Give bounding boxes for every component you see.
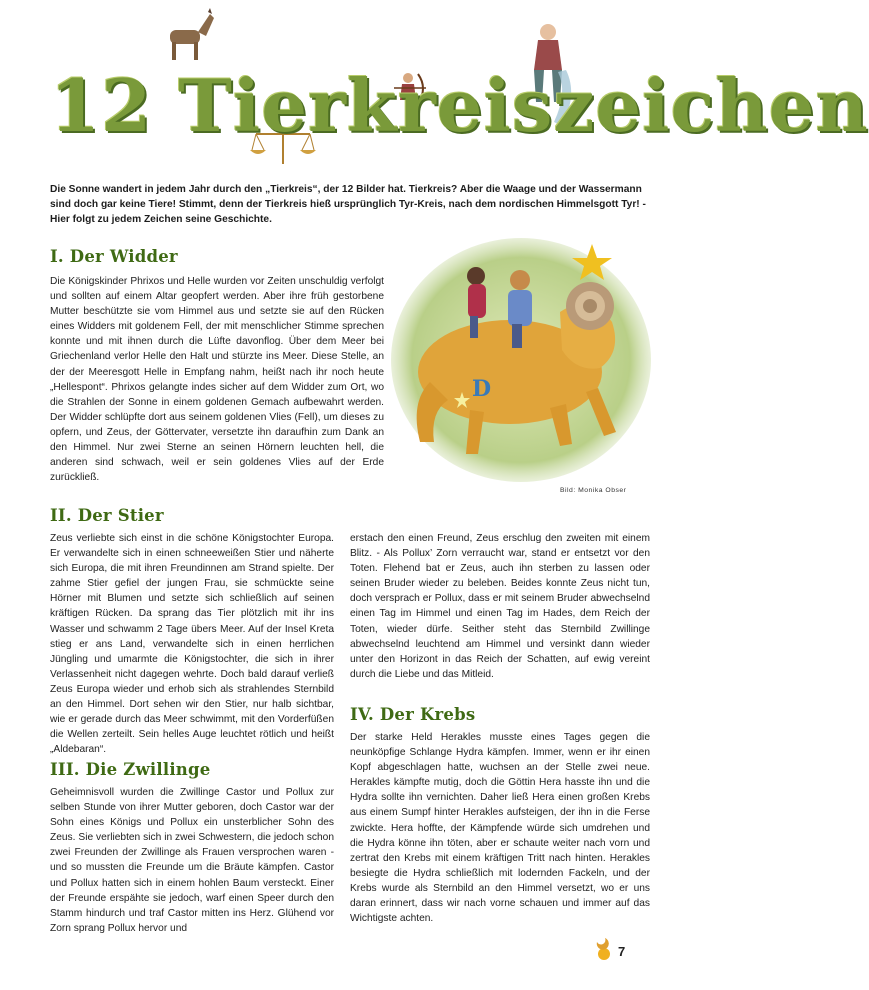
ram-illustration <box>390 232 652 484</box>
intro-text: Die Sonne wandert in jedem Jahr durch den „Tierkreis“, der 12 Bilder hat. Tierkreis? Aber die Waage und der Wassermann sind doch gar keine Tiere! Stimmt, denn der Tierkreis hieß ursprünglich Tyr-Kreis, nach dem nordischen Himmelsgott Tyr! - Hier folgt zu jedem Zeichen seine Geschichte. <box>50 184 646 225</box>
illustration-letter: D <box>472 376 492 402</box>
text-widder: Die Königskinder Phrixos und Helle wurden vor Zeiten unschuldig verfolgt und sollten auf einem Altar geopfert werden. Aber ihre früh gestorbene Mutter beschützte sie vom Himmel aus und setzte sie auf den Rücken eines Widders mit goldenem Fell, der mit menschlicher Stimme sprechen konnte und mit ihnen durch die Lüfte davonflog. Über dem Meer bei Griechenland verlor Helle den Halt und stürzte ins Meer. Diese Stelle, an der der Meeresgott Helle in Empfang nahm, heißt nach ihr noch heute „Hellespont“. Phrixos gelangte indes sicher auf dem Widder zum Ort, wo die Strahlen der Sonne in einem goldenen Gemach aufbewahrt werden. Der Widder schlüpfte dort aus seinem goldenen Vlies (Fell), um dieses zu opfern, und Zeus, der Göttervater, versetzte ihn daraufhin zum Dank an den Himmel. Nur zwei Sterne an seinen Hörnern leuchten hell, die anderen sind schwach, weil er sein goldenes Vlies auf der Erde zurückließ. <box>50 276 384 484</box>
page-number: 7 <box>618 944 626 959</box>
text-zwillinge-cont: erstach den einen Freund, Zeus erschlug den zweiten mit einem Blitz. - Als Pollux’ Zorn verraucht war, stand er entsetzt vor den Toten. Flehend bat er Zeus, auch ihn sterben zu lassen oder seinen Bruder wieder zu beleben. Beides konnte Zeus nicht tun, doch versprach er Pollux, dass er mit seinem Bruder abwechselnd einen Tag im Himmel und einen Tag im Hades, dem Reich der Toten, wieder dürfe. Seither steht das Sternbild Zwillinge abwechselnd leuchtend am Himmel und versinkt dann wieder unter den Horizont in das Reich der Schatten, auf ewig vereint durch die Liebe und das Mitleid. <box>350 533 650 680</box>
heading-widder: I. Der Widder <box>50 247 178 266</box>
text-zwillinge: Geheimnisvoll wurden die Zwillinge Castor und Pollux zur selben Stunde von ihrer Mutter geboren, doch Castor war der Sohn eines Königs und Pollux ein unsterblicher Sohn des Zeus. Sie verliebten sich in zwei Schwestern, die jedoch schon zwei Freunden der Zwillinge als Frauen versprochen waren - und so mussten die Freunde um die Bräute kämpfen. Castor und Pollux hatten sich in einem hohlen Baum versteckt. Einer der Freunde erspähte sie jedoch, warf einen Speer durch den Stamm hindurch und traf Castor mitten ins Herz. Glühend vor Zorn sprang Pollux hervor und <box>50 787 334 934</box>
page-title: 12 Tierkreiszeichen <box>50 63 869 148</box>
heading-zwillinge: III. Die Zwillinge <box>50 760 211 779</box>
heading-stier: II. Der Stier <box>50 506 164 525</box>
sun-moon-icon <box>593 936 615 962</box>
text-stier: Zeus verliebte sich einst in die schöne Königstochter Europa. Er verwandelte sich in einen schneeweißen Stier und näherte sich Europa, die mit ihren Freundinnen am Strand spielte. Der zahme Stier gefiel der jungen Frau, sie schmückte seine Hörner mit Blumen und setzte sich schließlich auf seinen kräftigen Rücken. Da sprang das Tier plötzlich mit ihr ins Wasser und schwamm 2 Tage übers Meer. Auf der Insel Kreta stieg er ans Land, verwandelte sich in einen herrlichen Jüngling und umarmte die Königstochter, die sich in ihrer Verlassenheit nicht dagegen wehrte. Doch bald darauf verließ Zeus Europa wieder und erhob sich als strahlendes Sternbild an den Himmel. Dort sehen wir den Stier, nur halb sichtbar, wie er gerade durch das Meer schwimmt, mit den Vorderfüßen die Wellen zerteilt. Sein helles Auge leuchtet rötlich und heißt „Aldebaran“. <box>50 533 334 756</box>
text-krebs: Der starke Held Herakles musste eines Tages gegen die neunköpfige Schlange Hydra kämpfen. Immer, wenn er ihr einen Kopf abgeschlagen hatte, wuchsen an der Stelle zwei neue. Herakles kämpfte mutig, doch die Göttin Hera hasste ihn und die Hydra sollte ihn vernichten. Daher ließ Hera einen großen Krebs aus einem Sumpf hinter Herakles aufsteigen, der ihn in die Ferse zwickte. Hera hoffte, der Kämpfende würde sich umdrehen und die Hydra könne ihn töten, aber er schaute weiter nach vorn und zertrat den Krebs mit einem kräftigen Tritt nach hinten. Herakles besiegte die Hydra schließlich mit lodernden Fackeln, und der Krebs wurde als Sternbild an den Himmel versetzt, wo er uns daran erinnert, dass wir nach vorne schauen und immer auf das Wichtigste achten. <box>350 732 650 925</box>
image-caption: Bild: Monika Obser <box>560 487 627 494</box>
title-banner <box>40 8 869 173</box>
heading-krebs: IV. Der Krebs <box>350 705 476 724</box>
